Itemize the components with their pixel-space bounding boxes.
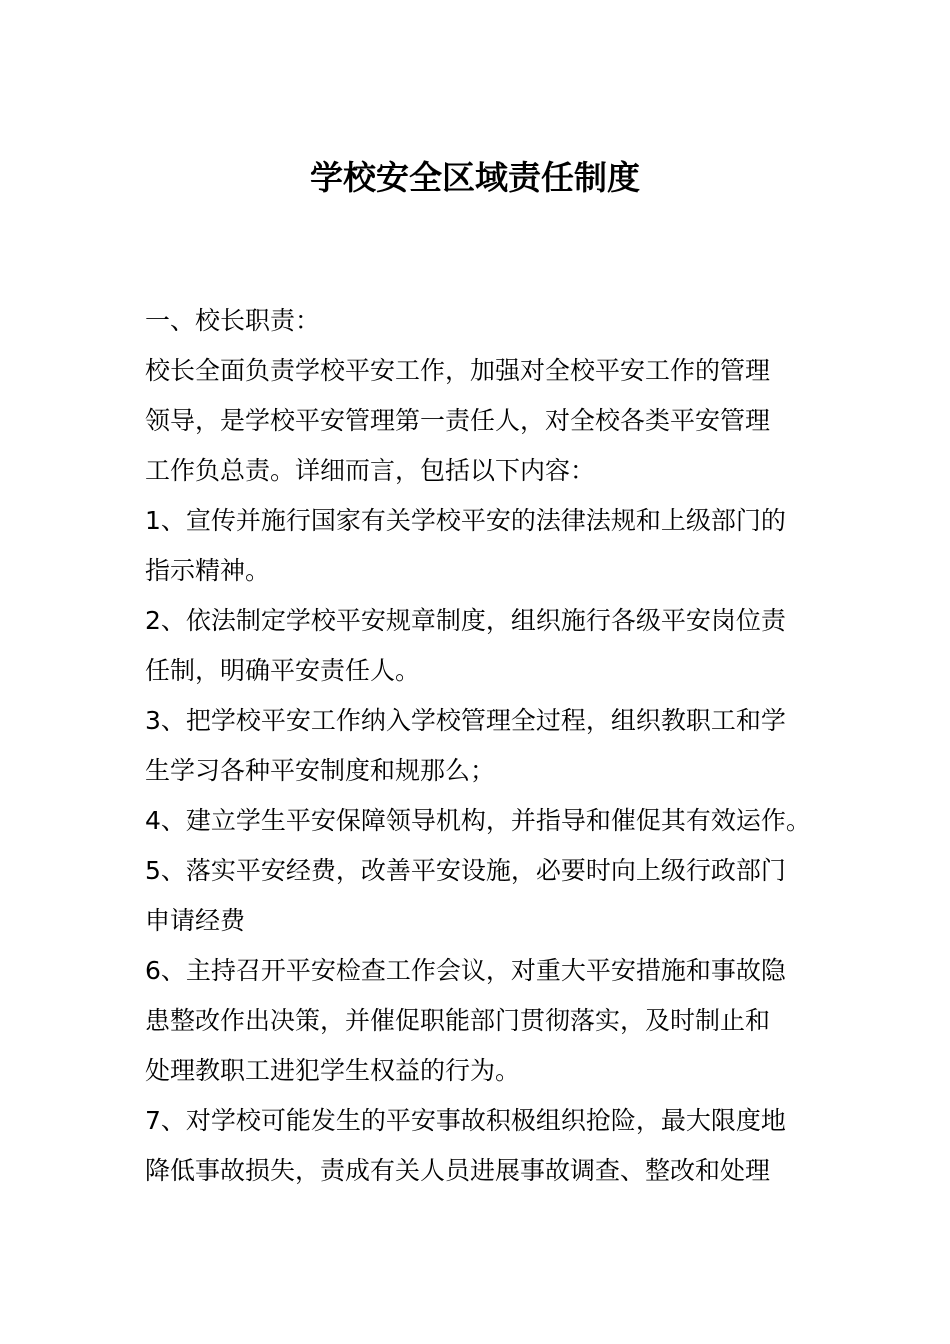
body-line: 工作负总责。详细而言，包括以下内容： — [145, 456, 596, 485]
list-item-2-continued: 任制，明确平安责任人。 — [145, 656, 421, 685]
list-item-2: 2、依法制定学校平安规章制度，组织施行各级平安岗位责 — [145, 606, 786, 635]
list-item-3: 3、把学校平安工作纳入学校管理全过程，组织教职工和学 — [145, 706, 786, 735]
list-item-1-continued: 指示精神。 — [145, 556, 271, 585]
list-item-5: 5、落实平安经费，改善平安设施，必要时向上级行政部门 — [145, 856, 786, 885]
list-item-3-continued: 生学习各种平安制度和规那么； — [145, 756, 496, 785]
document-title: 学校安全区域责任制度 — [310, 158, 640, 197]
body-line: 校长全面负责学校平安工作，加强对全校平安工作的管理 — [145, 356, 771, 385]
document-body — [145, 296, 825, 1196]
list-item-1: 1、宣传并施行国家有关学校平安的法律法规和上级部门的 — [145, 506, 786, 535]
list-item-6-continued: 处理教职工进犯学生权益的行为。 — [145, 1056, 521, 1085]
list-item-6-continued: 患整改作出决策，并催促职能部门贯彻落实，及时制止和 — [145, 1006, 771, 1035]
section-heading-principal-duties: 一、校长职责： — [145, 306, 321, 335]
list-item-7: 7、对学校可能发生的平安事故积极组织抢险，最大限度地 — [145, 1106, 786, 1135]
list-item-5-continued: 申请经费 — [145, 906, 246, 935]
body-line: 领导，是学校平安管理第一责任人，对全校各类平安管理 — [145, 406, 771, 435]
list-item-7-continued: 降低事故损失，责成有关人员进展事故调查、整改和处理 — [145, 1156, 771, 1185]
list-item-6: 6、主持召开平安检查工作会议，对重大平安措施和事故隐 — [145, 956, 786, 985]
list-item-4: 4、建立学生平安保障领导机构，并指导和催促其有效运作。 — [145, 806, 811, 835]
